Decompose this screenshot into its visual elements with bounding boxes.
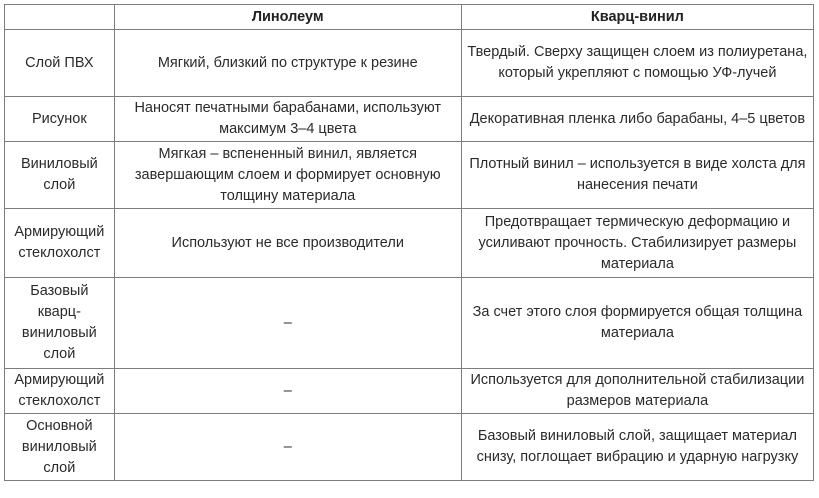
quartz-vinyl-cell: За счет этого слоя формируется общая толщина материала: [461, 278, 813, 369]
quartz-vinyl-cell: Используется для дополнительной стабилизации размеров материала: [461, 369, 813, 414]
header-row: [5, 5, 814, 30]
row-label: Базовый кварц-виниловый слой: [5, 278, 115, 369]
row-label: Виниловый слой: [5, 142, 115, 209]
table-row: [5, 209, 814, 278]
table-row: [5, 142, 814, 209]
linoleum-cell: –: [114, 278, 461, 369]
header-linoleum: Линолеум: [114, 5, 461, 30]
comparison-table: [4, 4, 814, 481]
table-row: [5, 278, 814, 369]
linoleum-cell: –: [114, 369, 461, 414]
row-label: Армирующий стеклохолст: [5, 369, 115, 414]
header-empty-cell: [5, 5, 115, 30]
row-label: Слой ПВХ: [5, 30, 115, 97]
header-quartz-vinyl: Кварц-винил: [461, 5, 813, 30]
row-label: Основной виниловый слой: [5, 414, 115, 481]
linoleum-cell: Мягкий, близкий по структуре к резине: [114, 30, 461, 97]
linoleum-cell: Используют не все производители: [114, 209, 461, 278]
table-row: [5, 97, 814, 142]
quartz-vinyl-cell: Предотвращает термическую деформацию и усиливают прочность. Стабилизирует размеры материала: [461, 209, 813, 278]
row-label: Армирующий стеклохолст: [5, 209, 115, 278]
table-row: [5, 369, 814, 414]
linoleum-cell: Наносят печатными барабанами, используют максимум 3–4 цвета: [114, 97, 461, 142]
row-label: Рисунок: [5, 97, 115, 142]
quartz-vinyl-cell: Твердый. Сверху защищен слоем из полиуретана, который укрепляют с помощью УФ-лучей: [461, 30, 813, 97]
quartz-vinyl-cell: Базовый виниловый слой, защищает материал снизу, поглощает вибрацию и ударную нагрузку: [461, 414, 813, 481]
quartz-vinyl-cell: Декоративная пленка либо барабаны, 4–5 цветов: [461, 97, 813, 142]
linoleum-cell: Мягкая – вспененный винил, является завершающим слоем и формирует основную толщину материала: [114, 142, 461, 209]
quartz-vinyl-cell: Плотный винил – используется в виде холста для нанесения печати: [461, 142, 813, 209]
linoleum-cell: –: [114, 414, 461, 481]
table-row: [5, 414, 814, 481]
table-row: [5, 30, 814, 97]
